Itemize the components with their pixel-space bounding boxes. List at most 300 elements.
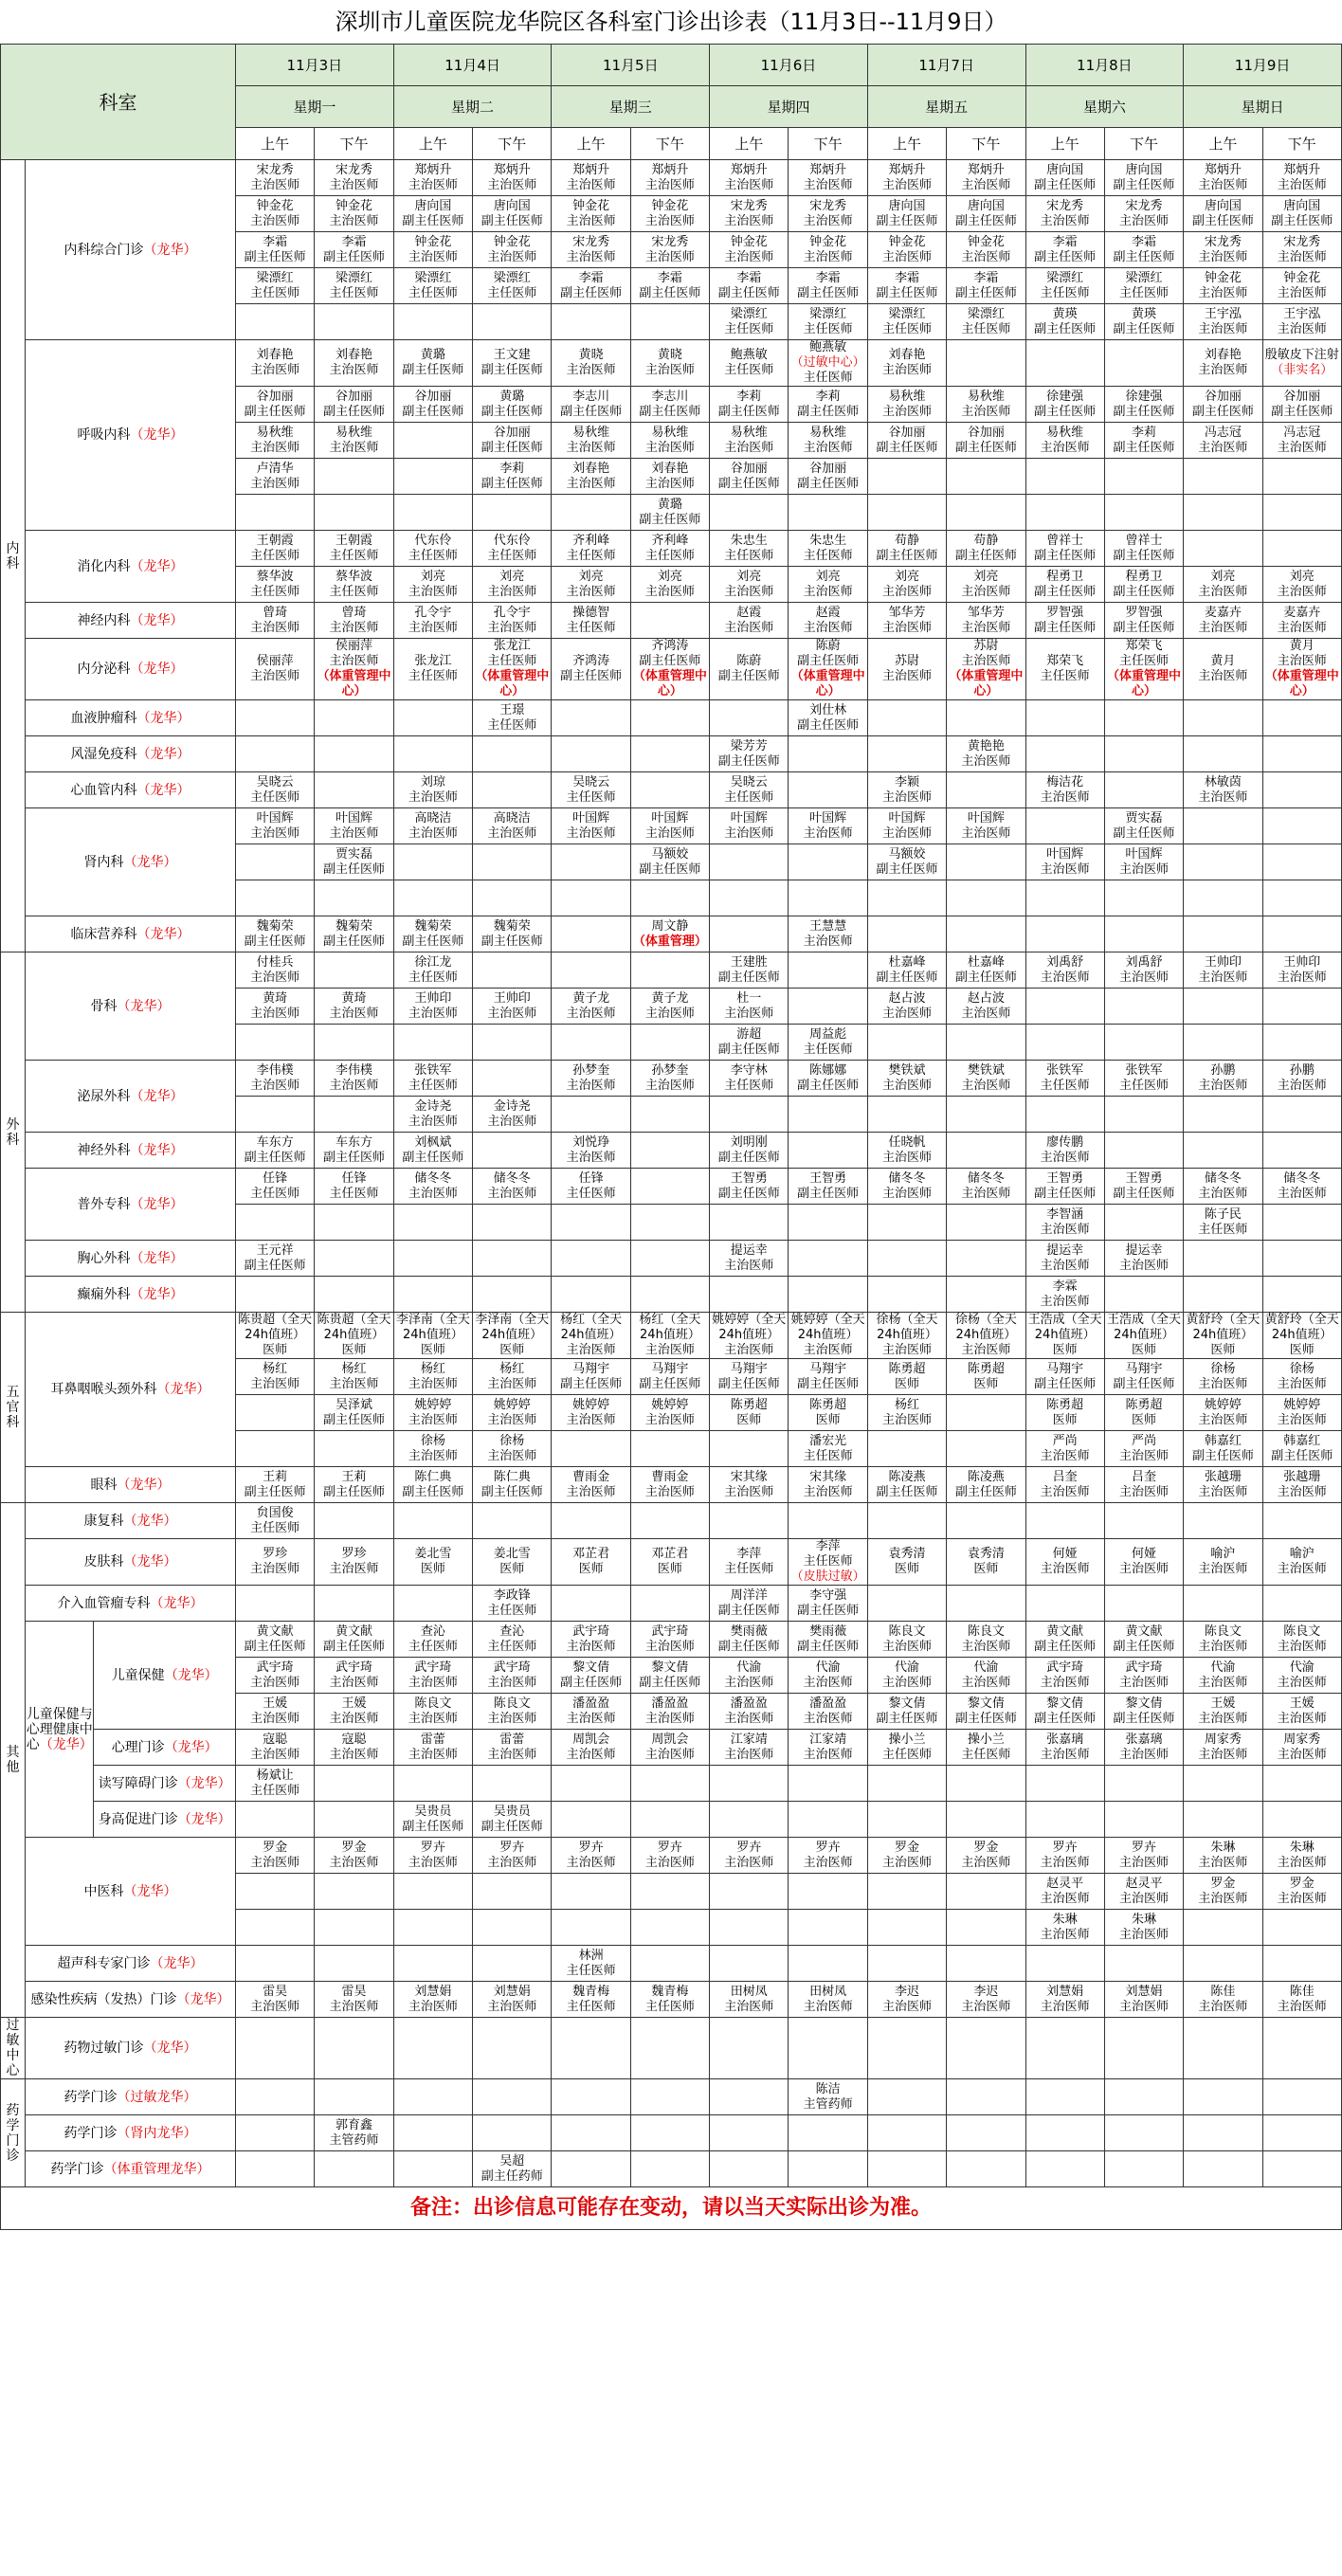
dept-location: （龙华） xyxy=(136,746,190,762)
doctor-slot xyxy=(393,1658,472,1694)
schedule-row xyxy=(1,1241,1342,1277)
doctor-slot xyxy=(473,1946,552,1982)
doctor-slot xyxy=(236,736,315,772)
doctor-title: 主治医师 xyxy=(566,213,616,228)
doctor-slot xyxy=(1104,567,1183,603)
doctor-slot xyxy=(1184,1097,1262,1133)
doctor-slot xyxy=(473,1097,552,1133)
doctor-slot xyxy=(1184,1539,1262,1586)
doctor-title: （体重管理中心） xyxy=(317,669,391,698)
doctor-slot xyxy=(1025,2115,1104,2151)
doctor-name: 田树凤 xyxy=(730,1984,768,1999)
doctor-slot xyxy=(552,1982,630,2018)
doctor-name: 陈良文 xyxy=(1204,1624,1242,1639)
doctor-slot xyxy=(947,340,1025,387)
doctor-slot xyxy=(947,2018,1025,2079)
doctor-slot xyxy=(1262,2115,1341,2151)
doctor-slot xyxy=(947,1205,1025,1241)
doctor-slot xyxy=(710,1467,789,1503)
doctor-slot xyxy=(236,1838,315,1874)
doctor-slot xyxy=(867,1622,946,1658)
doctor-title: 主治医师 xyxy=(487,1747,537,1762)
doctor-name: 梁漂红 xyxy=(1125,270,1163,285)
dept-location: （龙华） xyxy=(136,782,190,798)
doctor-slot xyxy=(393,2018,472,2079)
dept-location: （龙华） xyxy=(130,1286,184,1302)
doctor-slot xyxy=(867,1061,946,1097)
doctor-title: 主治医师 xyxy=(329,213,379,228)
dept-name xyxy=(26,2151,236,2187)
doctor-slot xyxy=(947,1838,1025,1874)
doctor-slot xyxy=(315,304,393,340)
dept-location: （龙华） xyxy=(130,662,184,677)
doctor-slot xyxy=(552,1467,630,1503)
doctor-name: 王帅印 xyxy=(493,990,531,1006)
doctor-title: 主治医师 xyxy=(250,620,300,635)
doctor-slot xyxy=(236,232,315,268)
doctor-title: 主治医师 xyxy=(644,1747,695,1762)
doctor-title: 副主任医师 xyxy=(876,1711,938,1726)
doctor-slot xyxy=(1262,639,1341,700)
doctor-slot xyxy=(867,160,946,196)
doctor-title: 主任医师 xyxy=(566,548,616,563)
doctor-slot xyxy=(552,1097,630,1133)
dept-label: 介入血管瘤专科 xyxy=(57,1595,151,1611)
doctor-name: 杨红（全天24h值班） xyxy=(560,1313,623,1342)
doctor-slot xyxy=(1104,1431,1183,1467)
doctor-title: 医师 xyxy=(894,1376,919,1391)
am-header: 上午 xyxy=(1025,128,1104,160)
doctor-name: 邓芷君 xyxy=(572,1547,610,1561)
doctor-slot xyxy=(947,952,1025,989)
doctor-name: 杨红 xyxy=(341,1361,367,1376)
doctor-slot xyxy=(1184,1025,1262,1061)
dept-location: （龙华） xyxy=(177,1811,231,1827)
doctor-slot xyxy=(393,808,472,844)
doctor-name: 宋龙秀 xyxy=(1283,234,1321,249)
doctor-title: 主治医师 xyxy=(487,1448,537,1463)
doctor-name: 杨斌让 xyxy=(256,1768,294,1783)
doctor-slot xyxy=(710,1730,789,1766)
doctor-name: 刘明刚 xyxy=(730,1134,768,1150)
doctor-slot xyxy=(789,700,867,736)
doctor-title: 主治医师 xyxy=(408,789,458,805)
doctor-slot xyxy=(1025,1169,1104,1205)
doctor-slot xyxy=(710,232,789,268)
doctor-slot xyxy=(315,1133,393,1169)
doctor-title: 主治医师 xyxy=(1277,1711,1327,1726)
doctor-title: 主治医师 xyxy=(1040,1891,1090,1906)
dept-location: （龙华） xyxy=(130,427,184,443)
doctor-title: 主治医师 xyxy=(487,249,537,264)
am-header: 上午 xyxy=(236,128,315,160)
doctor-slot xyxy=(630,2151,709,2187)
doctor-slot xyxy=(552,1359,630,1395)
doctor-slot xyxy=(552,736,630,772)
doctor-name: 魏菊荣 xyxy=(336,918,373,934)
doctor-title: 主治医师 xyxy=(881,1006,932,1021)
doctor-slot xyxy=(867,1586,946,1622)
doctor-slot xyxy=(867,772,946,808)
doctor-slot xyxy=(1184,160,1262,196)
doctor-name: 王莉 xyxy=(263,1469,288,1484)
doctor-slot xyxy=(473,1694,552,1730)
doctor-slot xyxy=(473,268,552,304)
doctor-slot xyxy=(789,1133,867,1169)
doctor-name: 刘亮 xyxy=(578,569,604,584)
doctor-slot xyxy=(315,196,393,232)
doctor-name: 王文建 xyxy=(493,348,531,362)
doctor-slot xyxy=(947,567,1025,603)
doctor-name: 陈勇超 xyxy=(730,1397,768,1412)
doctor-title: 主治医师 xyxy=(724,177,774,192)
doctor-slot xyxy=(710,639,789,700)
doctor-slot xyxy=(1262,1622,1341,1658)
doctor-name: 徐建强 xyxy=(1125,389,1163,404)
dept-location: （龙华） xyxy=(143,242,197,258)
doctor-title: 副主任医师 xyxy=(954,970,1017,985)
doctor-title: 副主任医师 xyxy=(481,404,543,419)
doctor-name: 徐杨 xyxy=(1289,1361,1315,1376)
doctor-slot xyxy=(1184,1277,1262,1313)
doctor-title: 医师 xyxy=(815,1412,841,1427)
dept-name xyxy=(26,2115,236,2151)
doctor-slot xyxy=(789,736,867,772)
doctor-name: 叶国辉 xyxy=(888,810,926,825)
dept-name xyxy=(26,603,236,639)
doctor-slot xyxy=(393,160,472,196)
doctor-slot xyxy=(789,1730,867,1766)
doctor-name: 李莉 xyxy=(1132,425,1157,440)
doctor-title: 副主任医师 xyxy=(954,1711,1017,1726)
doctor-slot xyxy=(789,1467,867,1503)
doctor-title: 副主任药师 xyxy=(481,2168,543,2184)
doctor-slot xyxy=(1184,1241,1262,1277)
doctor-title: 主治医师 xyxy=(1277,654,1327,668)
doctor-title: 主任医师 xyxy=(803,1448,853,1463)
doctor-slot xyxy=(1025,1061,1104,1097)
doctor-name: 李志川 xyxy=(572,389,610,404)
doctor-title: 主治医师 xyxy=(803,1484,853,1499)
doctor-title: 副主任医师 xyxy=(1113,404,1175,419)
doctor-slot xyxy=(789,1838,867,1874)
doctor-name: 李莉 xyxy=(736,389,762,404)
date-header: 11月7日 xyxy=(867,45,1025,86)
doctor-title: 主治医师 xyxy=(408,620,458,635)
dept-label: 康复科 xyxy=(83,1513,124,1529)
doctor-name: 陈子民 xyxy=(1204,1206,1242,1222)
doctor-slot xyxy=(473,989,552,1025)
doctor-name: 徐江龙 xyxy=(414,954,452,970)
doctor-title: 副主任医师 xyxy=(1271,213,1333,228)
doctor-slot xyxy=(1025,1395,1104,1431)
doctor-name: 周洋洋 xyxy=(730,1587,768,1603)
doctor-name: 王帅印 xyxy=(1204,954,1242,970)
doctor-name: 赵灵平 xyxy=(1046,1876,1084,1891)
doctor-name: 马翔宇 xyxy=(1125,1361,1163,1376)
doctor-title: 主治医师 xyxy=(566,1855,616,1870)
doctor-name: 谷加丽 xyxy=(809,461,847,476)
doctor-title: 主治医师 xyxy=(1277,249,1327,264)
doctor-name: 刘枫斌 xyxy=(414,1134,452,1150)
doctor-slot xyxy=(947,268,1025,304)
doctor-slot xyxy=(393,1467,472,1503)
doctor-slot xyxy=(867,567,946,603)
doctor-name: 黄艳艳 xyxy=(967,738,1005,753)
doctor-title: 主任医师 xyxy=(1119,654,1170,668)
schedule-row xyxy=(1,340,1342,387)
doctor-slot xyxy=(947,304,1025,340)
doctor-slot xyxy=(1104,1205,1183,1241)
doctor-name: 雷昊 xyxy=(341,1984,367,1999)
doctor-title: 主治医师 xyxy=(566,584,616,599)
doctor-name: 黄月 xyxy=(1210,654,1236,668)
doctor-title: 副主任医师 xyxy=(244,404,306,419)
doctor-slot xyxy=(1025,1946,1104,1982)
doctor-slot xyxy=(1184,1313,1262,1359)
doctor-slot xyxy=(1104,2115,1183,2151)
doctor-slot xyxy=(710,531,789,567)
doctor-slot xyxy=(1104,1395,1183,1431)
doctor-slot xyxy=(315,989,393,1025)
doctor-slot xyxy=(1262,196,1341,232)
doctor-slot xyxy=(789,1946,867,1982)
doctor-slot xyxy=(1025,700,1104,736)
dept-name xyxy=(94,1622,236,1730)
doctor-title: 主治医师 xyxy=(1198,1711,1248,1726)
doctor-slot xyxy=(947,1910,1025,1946)
doctor-name: 黄璐 xyxy=(499,389,525,404)
pm-header: 下午 xyxy=(315,128,393,160)
doctor-name: 高晓洁 xyxy=(414,810,452,825)
doctor-title: 副主任医师 xyxy=(402,1484,464,1499)
doctor-name: 杨红 xyxy=(263,1361,288,1376)
doctor-slot xyxy=(236,1946,315,1982)
doctor-slot xyxy=(947,2151,1025,2187)
doctor-name: 黄舒玲（全天24h值班） xyxy=(1186,1313,1260,1342)
doctor-title: 主治医师 xyxy=(881,177,932,192)
doctor-name: 张越珊 xyxy=(1283,1469,1321,1484)
doctor-title: 主治医师 xyxy=(329,1078,379,1093)
doctor-title: 主治医师 xyxy=(1040,213,1090,228)
doctor-slot xyxy=(1262,1766,1341,1802)
doctor-title: 主任医师 xyxy=(644,548,695,563)
schedule-row xyxy=(1,736,1342,772)
doctor-slot xyxy=(710,1694,789,1730)
doctor-title: 副主任医师 xyxy=(1113,177,1175,192)
doctor-name: 黄文献 xyxy=(336,1624,373,1639)
doctor-title: 主治医师 xyxy=(803,249,853,264)
schedule-row xyxy=(1,603,1342,639)
doctor-name: 陈贵超（全天24h值班） xyxy=(238,1313,313,1342)
doctor-slot xyxy=(630,2018,709,2079)
doctor-title: 主任医师 xyxy=(803,548,853,563)
dept-name xyxy=(26,1503,236,1539)
doctor-name: 刘禹舒 xyxy=(1046,954,1084,970)
doctor-title: 医师 xyxy=(263,1343,288,1357)
doctor-title: 主治医师 xyxy=(1277,1484,1327,1499)
doctor-title: 副主任医师 xyxy=(1191,404,1254,419)
doctor-name: 钟金花 xyxy=(414,234,452,249)
doctor-title: 副主任医师 xyxy=(1034,1639,1097,1654)
doctor-slot xyxy=(1025,808,1104,844)
doctor-name: 王宇泓 xyxy=(1283,306,1321,321)
doctor-title: 主治医师 xyxy=(408,1747,458,1762)
doctor-title: 副主任医师 xyxy=(1113,1639,1175,1654)
doctor-slot xyxy=(1262,1313,1341,1359)
doctor-slot xyxy=(710,1946,789,1982)
schedule-row xyxy=(1,1503,1342,1539)
doctor-title: 副主任医师 xyxy=(797,476,860,491)
doctor-slot xyxy=(947,387,1025,423)
doctor-title: 主治医师 xyxy=(566,249,616,264)
doctor-title: 主治医师 xyxy=(1119,1891,1170,1906)
doctor-slot xyxy=(1025,1205,1104,1241)
group-label: 其他 xyxy=(1,1503,26,2018)
doctor-name: 赵霞 xyxy=(736,605,762,620)
doctor-title: 主治医师 xyxy=(961,1675,1011,1690)
doctor-slot xyxy=(1184,1503,1262,1539)
doctor-title: 副主任医师 xyxy=(797,404,860,419)
doctor-name: 贾实磊 xyxy=(1125,810,1163,825)
doctor-name: 吕奎 xyxy=(1132,1469,1157,1484)
doctor-title: 副主任医师 xyxy=(797,654,860,668)
doctor-slot xyxy=(315,808,393,844)
doctor-slot xyxy=(552,1241,630,1277)
doctor-slot xyxy=(1184,1946,1262,1982)
doctor-slot xyxy=(1262,1241,1341,1277)
doctor-slot xyxy=(473,1658,552,1694)
doctor-name: 罗卉 xyxy=(815,1840,841,1855)
doctor-slot xyxy=(789,880,867,916)
doctor-name: 代渝 xyxy=(736,1660,762,1675)
doctor-slot xyxy=(473,1133,552,1169)
doctor-slot xyxy=(315,1467,393,1503)
doctor-slot xyxy=(1025,1874,1104,1910)
doctor-slot xyxy=(552,1730,630,1766)
doctor-title: 主治医师 xyxy=(487,1376,537,1391)
doctor-slot xyxy=(1262,304,1341,340)
doctor-slot xyxy=(236,639,315,700)
doctor-slot xyxy=(473,1467,552,1503)
doctor-name: 叶国辉 xyxy=(572,810,610,825)
dept-name xyxy=(94,1730,236,1766)
weekday-header: 星期二 xyxy=(393,86,552,128)
doctor-slot xyxy=(630,567,709,603)
doctor-title: 副主任医师 xyxy=(560,1376,623,1391)
doctor-slot xyxy=(1184,567,1262,603)
doctor-slot xyxy=(236,989,315,1025)
doctor-title: 医师 xyxy=(1052,1412,1078,1427)
doctor-slot xyxy=(1104,531,1183,567)
doctor-title: 副主任医师 xyxy=(402,213,464,228)
doctor-name: 麦嘉卉 xyxy=(1204,605,1242,620)
doctor-slot xyxy=(630,1097,709,1133)
doctor-slot xyxy=(1184,232,1262,268)
doctor-name: 陈良文 xyxy=(414,1696,452,1711)
doctor-slot xyxy=(947,1622,1025,1658)
doctor-slot xyxy=(1184,1982,1262,2018)
doctor-slot xyxy=(236,1766,315,1802)
pm-header: 下午 xyxy=(947,128,1025,160)
doctor-name: 游超 xyxy=(736,1026,762,1042)
doctor-slot xyxy=(393,1730,472,1766)
doctor-slot xyxy=(236,1802,315,1838)
dept-name xyxy=(26,952,236,1061)
schedule-row xyxy=(1,2079,1342,2115)
doctor-slot xyxy=(947,603,1025,639)
doctor-slot xyxy=(1025,736,1104,772)
doctor-name: 王智勇 xyxy=(1046,1170,1084,1186)
dept-name xyxy=(26,2018,236,2079)
doctor-slot xyxy=(867,639,946,700)
doctor-slot xyxy=(630,1503,709,1539)
am-header: 上午 xyxy=(867,128,946,160)
doctor-title: 医师 xyxy=(420,1562,445,1576)
doctor-slot xyxy=(789,1359,867,1395)
doctor-name: 罗智强 xyxy=(1125,605,1163,620)
doctor-slot xyxy=(789,1025,867,1061)
doctor-title: （体重管理中心） xyxy=(475,669,550,698)
doctor-title: 副主任医师 xyxy=(717,1376,780,1391)
dept-location: （过敏龙华） xyxy=(117,2089,197,2105)
doctor-slot xyxy=(1184,1359,1262,1395)
doctor-slot xyxy=(315,1622,393,1658)
doctor-slot xyxy=(236,1241,315,1277)
doctor-name: 邹华芳 xyxy=(888,605,926,620)
doctor-name: 李霜 xyxy=(894,270,919,285)
doctor-slot xyxy=(315,844,393,880)
doctor-title: 主治医师 xyxy=(881,363,932,377)
schedule-row xyxy=(1,1133,1342,1169)
doctor-name: 侯丽萍 xyxy=(336,639,373,653)
dept-name xyxy=(26,1313,236,1467)
doctor-title: 主治医师 xyxy=(329,1376,379,1391)
doctor-title: 主治医师 xyxy=(487,177,537,192)
doctor-title: 副主任医师 xyxy=(323,1639,386,1654)
doctor-name: 鲍燕敏 xyxy=(809,340,847,354)
doctor-title: 主治医师 xyxy=(566,1006,616,1021)
doctor-slot xyxy=(393,1205,472,1241)
dept-label: 心血管内科 xyxy=(70,782,137,798)
dept-name xyxy=(26,772,236,808)
doctor-slot xyxy=(552,880,630,916)
doctor-name: 黎文倩 xyxy=(967,1696,1005,1711)
doctor-slot xyxy=(552,160,630,196)
doctor-name: 谷加丽 xyxy=(888,425,926,440)
doctor-name: 叶国辉 xyxy=(336,810,373,825)
doctor-title: 主治医师 xyxy=(803,1747,853,1762)
doctor-name: 郑炳升 xyxy=(414,162,452,177)
doctor-slot xyxy=(1184,1133,1262,1169)
doctor-name: 冯志冠 xyxy=(1283,425,1321,440)
doctor-slot xyxy=(947,639,1025,700)
doctor-slot xyxy=(552,2018,630,2079)
doctor-title: 副主任医师 xyxy=(1113,440,1175,455)
doctor-name: 钟金花 xyxy=(256,198,294,213)
doctor-title: 主治医师 xyxy=(487,1855,537,1870)
doctor-name: 周益彪 xyxy=(809,1026,847,1042)
doctor-slot xyxy=(473,1766,552,1802)
doctor-name: 曾琦 xyxy=(341,605,367,620)
doctor-name: 周家秀 xyxy=(1283,1732,1321,1747)
doctor-title: 主任医师 xyxy=(644,1999,695,2014)
doctor-title: 主治医师 xyxy=(487,1006,537,1021)
doctor-slot xyxy=(710,1061,789,1097)
dept-label: 药学门诊 xyxy=(50,2161,104,2177)
doctor-name: 叶国辉 xyxy=(809,810,847,825)
doctor-title: 主治医师 xyxy=(329,1675,379,1690)
